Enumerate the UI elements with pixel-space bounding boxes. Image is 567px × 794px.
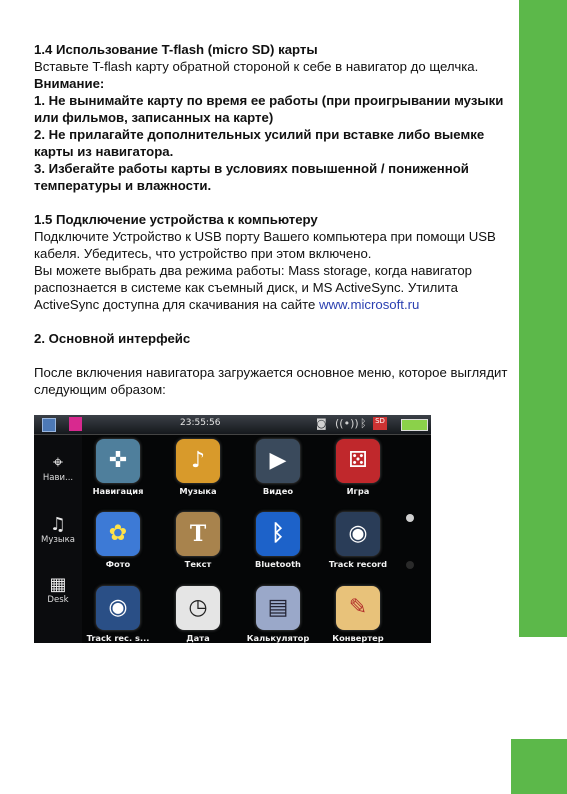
bluetooth-icon: ᛒ bbox=[256, 512, 300, 556]
navigator-screenshot bbox=[34, 415, 431, 643]
warning-title: Внимание: bbox=[34, 76, 105, 91]
book-icon: T bbox=[176, 512, 220, 556]
warning-item: 3. Избегайте работы карты в условиях повышенной / пониженной температуры и влажности. bbox=[34, 161, 469, 193]
app-text[interactable] bbox=[164, 512, 232, 569]
warning-item: 1. Не вынимайте карту по время ее работы (при проигрывании музыки или фильмов, записанных на карте) bbox=[34, 93, 504, 125]
bluetooth-status-icon: ᛒ bbox=[360, 417, 367, 430]
section-1-4-body: Вставьте T-flash карту обратной стороной к себе в навигатор до щелчка. bbox=[34, 59, 479, 74]
app-label: Игра bbox=[346, 486, 370, 496]
warning-item: 2. Не прилагайте дополнительных усилий при вставке либо выемке карты из навигатора. bbox=[34, 127, 485, 159]
green-side-bar bbox=[519, 0, 567, 637]
app-label: Bluetooth bbox=[255, 559, 301, 569]
sidebar-item-desk[interactable] bbox=[34, 575, 82, 605]
calculator-icon: ▤ bbox=[256, 586, 300, 630]
clock-time: 23:55:56 bbox=[180, 418, 221, 428]
app-label: Текст bbox=[184, 559, 212, 569]
app-label: Track record bbox=[328, 559, 388, 569]
status-bar bbox=[34, 415, 431, 435]
app-music[interactable] bbox=[164, 439, 232, 496]
calendar-icon[interactable] bbox=[42, 418, 56, 432]
microsoft-link[interactable]: www.microsoft.ru bbox=[318, 297, 420, 312]
app-track-rec-settings[interactable] bbox=[84, 586, 152, 643]
clapperboard-icon: ▶ bbox=[256, 439, 300, 483]
sidebar bbox=[34, 435, 82, 643]
app-date[interactable] bbox=[164, 586, 232, 643]
app-converter[interactable] bbox=[324, 586, 392, 643]
ruler-pencil-icon: ✎ bbox=[336, 586, 380, 630]
app-label: Конвертер bbox=[332, 633, 384, 643]
section-1-4-heading: 1.4 Использование T-flash (micro SD) карты bbox=[34, 42, 318, 57]
compass-icon: ⌖ bbox=[52, 452, 64, 473]
dice-icon: ⚄ bbox=[336, 439, 380, 483]
app-label: Калькулятор bbox=[246, 633, 310, 643]
app-switch-icon[interactable] bbox=[69, 417, 82, 431]
app-track-record[interactable] bbox=[324, 512, 392, 569]
app-video[interactable] bbox=[244, 439, 312, 496]
green-page-tab bbox=[511, 739, 567, 794]
camera-lens-icon: ◉ bbox=[336, 512, 380, 556]
app-label: Дата bbox=[186, 633, 210, 643]
flower-photo-icon: ✿ bbox=[96, 512, 140, 556]
app-game[interactable] bbox=[324, 439, 392, 496]
app-label: Музыка bbox=[179, 486, 217, 496]
sidebar-item-music[interactable] bbox=[34, 515, 82, 545]
signal-icon: ((•)) bbox=[335, 417, 359, 430]
app-calculator[interactable] bbox=[244, 586, 312, 643]
section-1-5-p2 bbox=[34, 262, 512, 313]
app-label: Фото bbox=[105, 559, 131, 569]
lens-settings-icon: ◉ bbox=[96, 586, 140, 630]
app-navigation[interactable] bbox=[84, 439, 152, 496]
music-disc-icon: ♪ bbox=[176, 439, 220, 483]
sidebar-item-label: Нави... bbox=[42, 473, 74, 483]
app-label: Видео bbox=[262, 486, 294, 496]
sd-card-icon: SD bbox=[373, 417, 387, 430]
grid-icon: ▦ bbox=[49, 574, 67, 595]
document-body bbox=[34, 41, 512, 398]
section-1-5-p1: Подключите Устройство к USB порту Вашего компьютера при помощи USB кабеля. Убедитесь, что устройство при этом включено. bbox=[34, 229, 496, 261]
section-2-heading: 2. Основной интерфейс bbox=[34, 331, 191, 346]
sidebar-item-label: Музыка bbox=[41, 535, 75, 545]
page-indicator[interactable] bbox=[406, 561, 414, 569]
music-note-icon: ♫ bbox=[49, 514, 67, 535]
app-bluetooth[interactable] bbox=[244, 512, 312, 569]
sidebar-item-label: Desk bbox=[47, 595, 69, 605]
app-label: Track rec. s... bbox=[86, 633, 150, 643]
app-photo[interactable] bbox=[84, 512, 152, 569]
section-1-5-heading: 1.5 Подключение устройства к компьютеру bbox=[34, 212, 318, 227]
app-label: Навигация bbox=[92, 486, 144, 496]
section-2-body: После включения навигатора загружается основное меню, которое выглядит следующим образом: bbox=[34, 365, 508, 397]
navigation-compass-icon: ✜ bbox=[96, 439, 140, 483]
section-1-5-p2-text: Вы можете выбрать два режима работы: Mass storage, когда навигатор распознается в системе как съемный диск, и MS ActiveSync. Утилита ActiveSync доступна для скачивания на сайте bbox=[34, 263, 472, 312]
battery-icon bbox=[401, 419, 428, 431]
page-indicator-active[interactable] bbox=[406, 514, 414, 522]
clock-icon: ◷ bbox=[176, 586, 220, 630]
camera-icon[interactable]: ◙ bbox=[316, 417, 327, 430]
sidebar-item-navigation[interactable] bbox=[34, 453, 82, 483]
